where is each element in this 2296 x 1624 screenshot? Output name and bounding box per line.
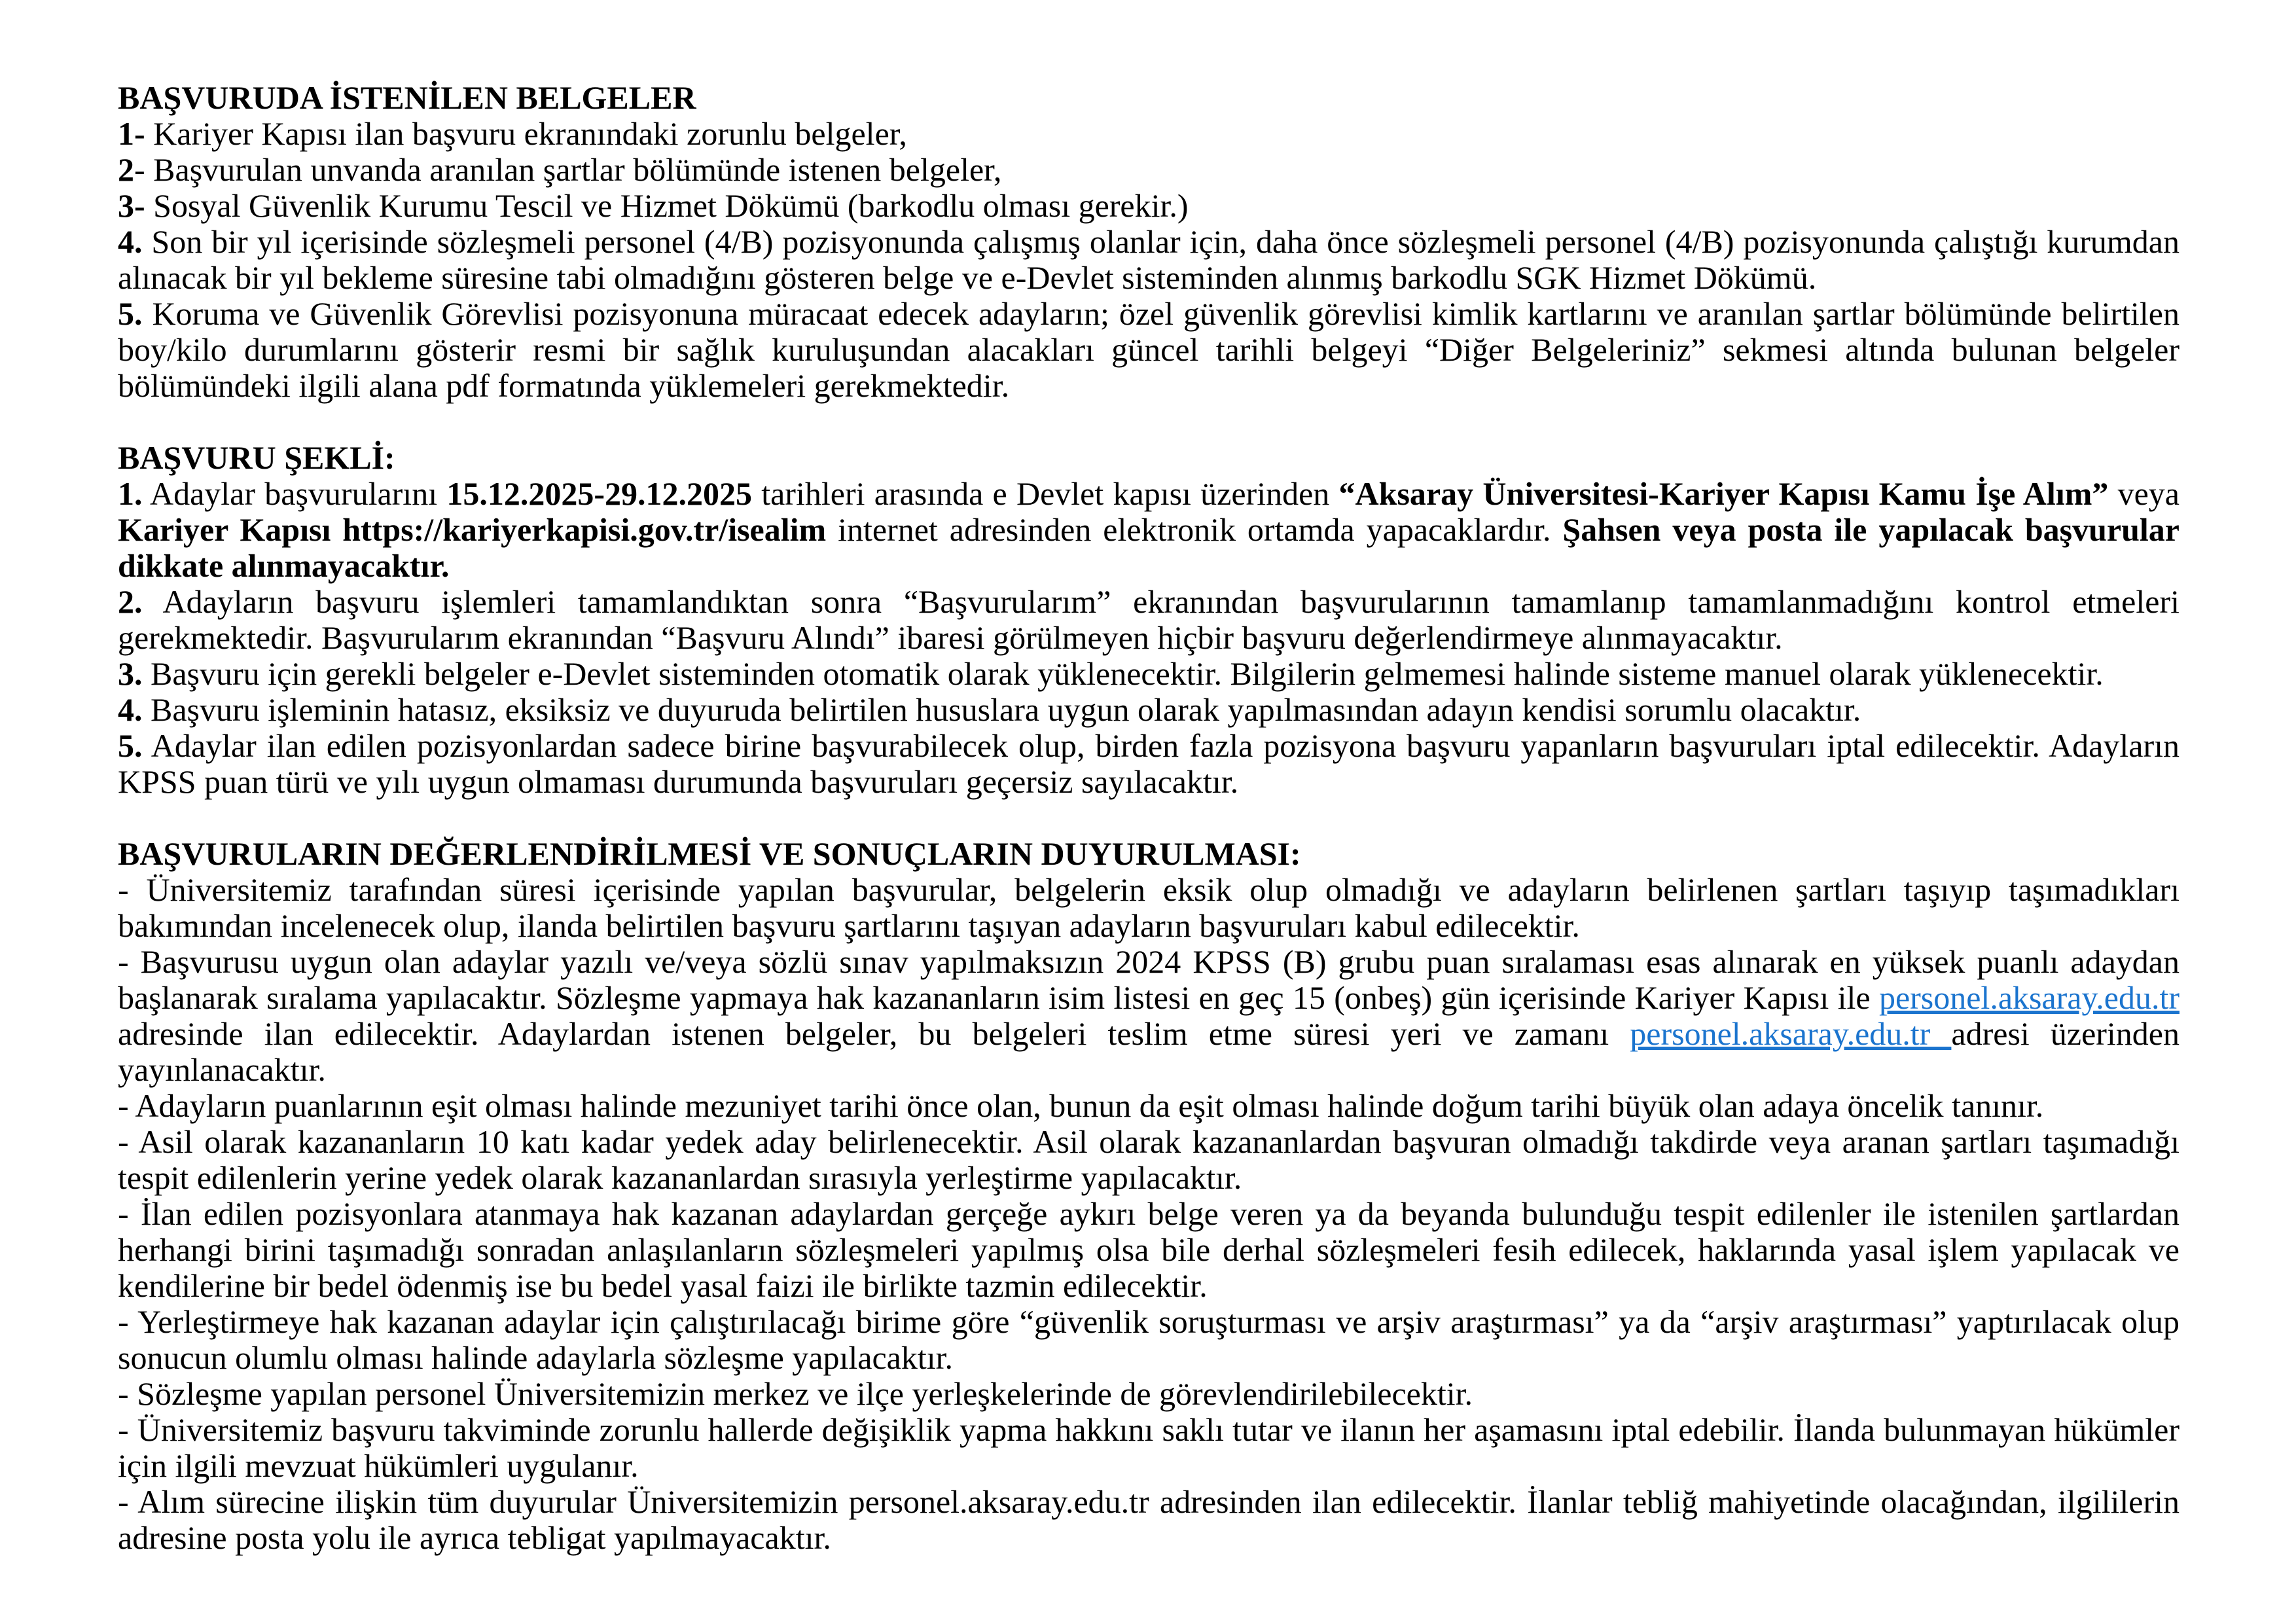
bold-text: 4. [118, 691, 143, 728]
paragraph [118, 656, 2179, 692]
text-run: - Asil olarak kazananların 10 katı kadar yedek aday belirlenecektir. Asil olarak kazananlardan başvuran olmadığı takdirde veya aranan şartları taşımadığı tespit edilenlerin yerine yedek olarak kazananlardan sırasıyla yerleştirme yapılacaktır. [118, 1123, 2179, 1196]
paragraph [118, 1304, 2179, 1376]
paragraph [118, 872, 2179, 944]
text-run: tarihleri arasında e Devlet kapısı üzerinden [751, 475, 1339, 512]
section-heading: BAŞVURULARIN DEĞERLENDİRİLMESİ VE SONUÇLARIN DUYURULMASI: [118, 835, 1301, 872]
text-run: adresinde ilan edilecektir. Adaylardan istenen belgeler, bu belgeleri teslim etme süresi yeri ve zamanı [118, 1015, 1630, 1052]
paragraph [118, 1412, 2179, 1484]
section-heading: BAŞVURU ŞEKLİ: [118, 439, 395, 476]
text-run: Başvuru işleminin hatasız, eksiksiz ve duyuruda belirtilen hususlara uygun olarak yapılmasından adayın kendisi sorumlu olacaktır. [142, 691, 1861, 728]
link-personel-aksaray[interactable]: personel.aksaray.edu.tr [1878, 979, 2179, 1016]
bold-text: Kariyer Kapısı https://kariyerkapisi.gov.tr/isealim [118, 511, 827, 548]
bold-text: 4. [118, 223, 143, 260]
paragraph [118, 1124, 2179, 1196]
bold-text: 1. [118, 475, 143, 512]
paragraph [118, 1376, 2179, 1412]
paragraph [118, 1196, 2179, 1304]
text-run: - Üniversitemiz tarafından süresi içerisinde yapılan başvurular, belgelerin eksik olup olmadığı ve adayların belirlenen şartları taşıyıp taşımadıkları bakımından incelenecek olup, ilanda belirtilen başvuru şartlarını taşıyan adayların başvuruları kabul edilecektir. [118, 871, 2179, 944]
text-run: Kariyer Kapısı ilan başvuru ekranındaki zorunlu belgeler, [145, 115, 907, 152]
text-run: Koruma ve Güvenlik Görevlisi pozisyonuna müracaat edecek adayların; özel güvenlik görevlisi kimlik kartlarını ve aranılan şartlar bölümünde belirtilen boy/kilo durumlarını gösterir resmi bir sağlık kuruluşundan alacakları güncel tarihli belgeyi “Diğer Belgeleriniz” sekmesi altında bulunan belgeler bölümündeki ilgili alana pdf formatında yüklemeleri gerekmektedir. [118, 295, 2179, 404]
text-run: internet adresinden elektronik ortamda yapacaklardır. [826, 511, 1563, 548]
bold-text: 1- [118, 115, 145, 152]
bold-text: 3- [118, 187, 145, 224]
section-2 [118, 440, 2179, 800]
section-1 [118, 80, 2179, 404]
section-3 [118, 836, 2179, 1556]
text-run: Sosyal Güvenlik Kurumu Tescil ve Hizmet Dökümü (barkodlu olması gerekir.) [145, 187, 1189, 224]
paragraph [118, 1088, 2179, 1124]
paragraph [118, 584, 2179, 656]
bold-text: Şahsen veya posta ile yapılacak başvurular dikkate alınmayacaktır. [118, 511, 2179, 584]
text-run: - Üniversitemiz başvuru takviminde zorunlu hallerde değişiklik yapma hakkını saklı tutar ve ilanın her aşamasını iptal edebilir. İlanda bulunmayan hükümler için ilgili mevzuat hükümleri uygulanır. [118, 1411, 2179, 1484]
section-heading: BAŞVURUDA İSTENİLEN BELGELER [118, 79, 696, 116]
bold-text: 3. [118, 655, 143, 692]
paragraph [118, 476, 2179, 584]
text-run: Başvuru için gerekli belgeler e-Devlet sisteminden otomatik olarak yüklenecektir. Bilgilerin gelmemesi halinde sisteme manuel olarak yüklenecektir. [142, 655, 2104, 692]
text-run: - Alım sürecine ilişkin tüm duyurular Üniversitemizin personel.aksaray.edu.tr adresinden ilan edilecektir. İlanlar tebliğ mahiyetinde olacağından, ilgililerin adresine posta yolu ile ayrıca tebligat yapılmayacaktır. [118, 1483, 2179, 1556]
text-run: Adaylar ilan edilen pozisyonlardan sadece birine başvurabilecek olup, birden fazla pozisyona başvuru yapanların başvuruları iptal edilecektir. Adayların KPSS puan türü ve yılı uygun olmaması durumunda başvuruları geçersiz sayılacaktır. [118, 727, 2179, 800]
paragraph [118, 728, 2179, 800]
text-run: - Başvurusu uygun olan adaylar yazılı ve/veya sözlü sınav yapılmaksızın 2024 KPSS (B) grubu puan sıralaması esas alınarak en yüksek puanlı adaydan başlanarak sıralama yapılacaktır. Sözleşme yapmaya hak kazananların isim listesi en geç 15 (onbeş) gün içerisinde Kariyer Kapısı ile [118, 943, 2179, 1016]
text-run: - Başvurulan unvanda aranılan şartlar bölümünde istenen belgeler, [134, 151, 1002, 188]
text-run: adresi üzerinden yayınlanacaktır. [118, 1015, 2179, 1088]
bold-text: 5. [118, 295, 143, 332]
text-run: - İlan edilen pozisyonlara atanmaya hak kazanan adaylardan gerçeğe aykırı belge veren ya da beyanda bulunduğu tespit edilenler ile istenilen şartlardan herhangi birini taşımadığı sonradan anlaşılanların sözleşmeleri yapılmış olsa bile derhal sözleşmeleri fesih edilecek, haklarında yasal işlem yapılacak ve kendilerine bir bedel ödenmiş ise bu bedel yasal faizi ile birlikte tazmin edilecektir. [118, 1195, 2179, 1304]
paragraph [118, 152, 2179, 188]
bold-text: 5. [118, 727, 143, 764]
text-run: - Sözleşme yapılan personel Üniversitemizin merkez ve ilçe yerleşkelerinde de görevlendirilebilecektir. [118, 1375, 1473, 1412]
paragraph [118, 1484, 2179, 1556]
text-run: Adayların başvuru işlemleri tamamlandıktan sonra “Başvurularım” ekranından başvurularının tamamlanıp tamamlanmadığını kontrol etmeleri gerekmektedir. Başvurularım ekranından “Başvuru Alındı” ibaresi görülmeyen hiçbir başvuru değerlendirmeye alınmayacaktır. [118, 583, 2179, 656]
bold-text: “Aksaray Üniversitesi-Kariyer Kapısı Kamu İşe Alım” [1338, 475, 2109, 512]
paragraph [118, 944, 2179, 1088]
text-run: - Adayların puanlarının eşit olması halinde mezuniyet tarihi önce olan, bunun da eşit olması halinde doğum tarihi büyük olan adaya öncelik tanınır. [118, 1087, 2044, 1124]
text-run: veya [2108, 475, 2179, 512]
paragraph [118, 116, 2179, 152]
text-run: Adaylar başvurularını [142, 475, 447, 512]
link-personel-aksaray[interactable]: personel.aksaray.edu.tr [1630, 1015, 1952, 1052]
paragraph [118, 224, 2179, 296]
bold-text: 2. [118, 583, 143, 620]
bold-text: 2 [118, 151, 134, 188]
paragraph [118, 692, 2179, 728]
text-run: Son bir yıl içerisinde sözleşmeli personel (4/B) pozisyonunda çalışmış olanlar için, daha önce sözleşmeli personel (4/B) pozisyonunda çalıştığı kurumdan alınacak bir yıl bekleme süresine tabi olmadığını gösteren belge ve e-Devlet sisteminden alınmış barkodlu SGK Hizmet Dökümü. [118, 223, 2179, 296]
paragraph [118, 188, 2179, 224]
paragraph [118, 296, 2179, 404]
bold-text: 15.12.2025-29.12.2025 [446, 475, 752, 512]
text-run: - Yerleştirmeye hak kazanan adaylar için çalıştırılacağı birime göre “güvenlik soruşturması ve arşiv araştırması” ya da “arşiv araştırması” yaptırılacak olup sonucun olumlu olması halinde adaylarla sözleşme yapılacaktır. [118, 1303, 2179, 1376]
